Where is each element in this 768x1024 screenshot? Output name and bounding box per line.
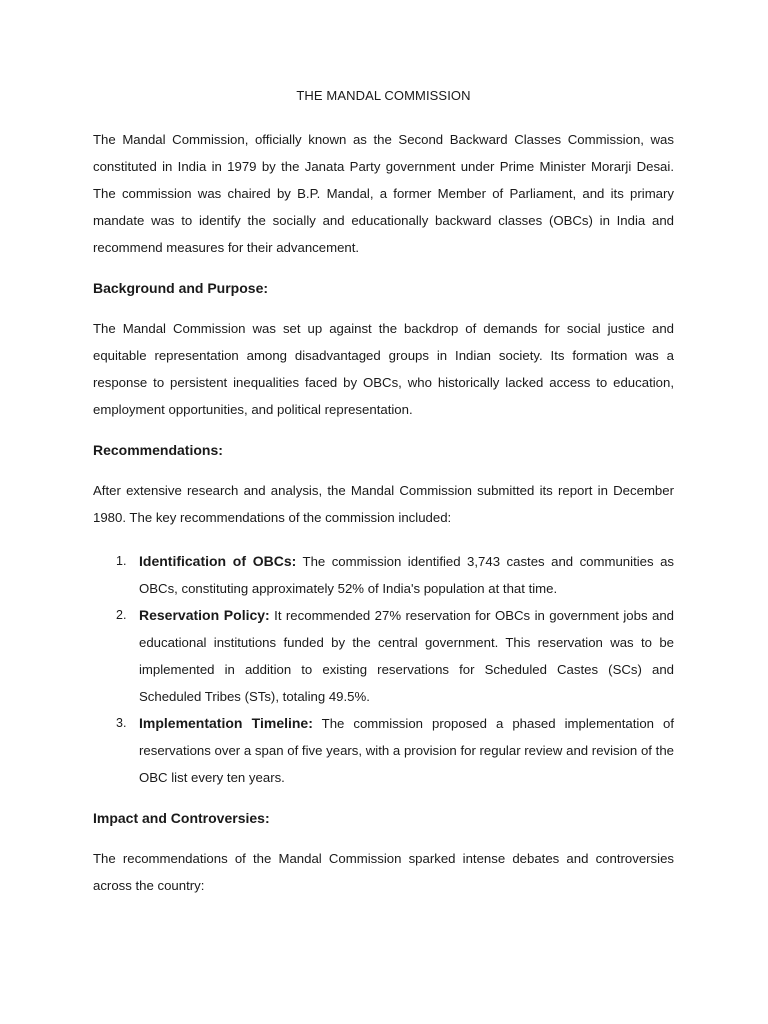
list-item-text: The commission proposed a phased implementation of reservations over a span of five years, with a provision for regular review and revision of the OBC list every ten years. bbox=[139, 716, 675, 785]
recommendations-paragraph: After extensive research and analysis, the Mandal Commission submitted its report in December 1980. The key recommendations of the commission included: bbox=[93, 483, 674, 525]
intro-paragraph: The Mandal Commission, officially known as the Second Backward Classes Commission, was constituted in India in 1979 by the Janata Party government under Prime Minister Morarji Desai. The commission was chaired by B.P. Mandal, a former Member of Parliament, and its primary mandate was to identify the socially and educationally backward classes (OBCs) in India and recommend measures for their advancement. bbox=[93, 132, 674, 255]
background-paragraph: The Mandal Commission was set up against the backdrop of demands for social justice and equitable representation among disadvantaged groups in Indian society. Its formation was a response to persistent inequalities faced by OBCs, who historically lacked access to education, employment opportunities, and political representation. bbox=[93, 321, 674, 417]
list-item-label: Reservation Policy: bbox=[139, 607, 270, 623]
list-item-text: It recommended 27% reservation for OBCs in government jobs and educational institutions funded by the central government. This reservation was to be implemented in addition to existing reservations for Scheduled Castes (SCs) and Scheduled Tribes (STs), totaling 49.5%. bbox=[139, 608, 674, 704]
document-title: THE MANDAL COMMISSION bbox=[296, 88, 471, 103]
list-item bbox=[93, 602, 674, 710]
list-item bbox=[93, 548, 674, 602]
list-item-number: 2. bbox=[116, 608, 127, 622]
list-item-label: Implementation Timeline: bbox=[139, 715, 313, 731]
recommendations-heading: Recommendations: bbox=[93, 442, 223, 458]
impact-heading: Impact and Controversies: bbox=[93, 810, 270, 826]
impact-paragraph: The recommendations of the Mandal Commission sparked intense debates and controversies across the country: bbox=[93, 851, 674, 893]
recommendations-list bbox=[93, 548, 674, 791]
list-item-number: 1. bbox=[116, 554, 127, 568]
document-page bbox=[93, 86, 674, 916]
list-item-text: The commission identified 3,743 castes and communities as OBCs, constituting approximately 52% of India's population at that time. bbox=[139, 554, 674, 596]
list-item bbox=[93, 710, 674, 791]
list-item-number: 3. bbox=[116, 716, 127, 730]
list-item-label: Identification of OBCs: bbox=[139, 553, 297, 569]
background-heading: Background and Purpose: bbox=[93, 280, 269, 296]
